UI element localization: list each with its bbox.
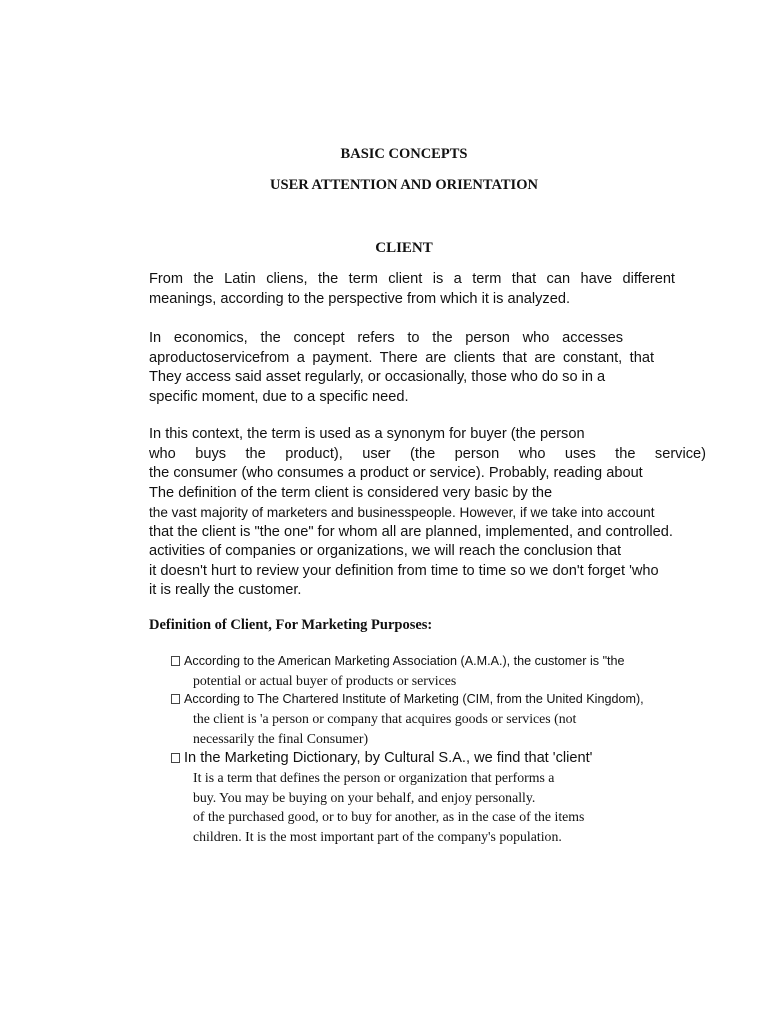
paragraph-line: that the client is "the one" for whom all are planned, implemented, and controlled.: [149, 523, 673, 540]
definition-line: It is a term that defines the person or organization that performs a: [193, 770, 555, 785]
definition-first-line: [171, 652, 651, 671]
definition-first-line-text: According to the American Marketing Association (A.M.A.), the customer is "the: [184, 654, 625, 668]
paragraph-line: aproductoservicefrom a payment. There are clients that are constant, that: [149, 349, 654, 366]
paragraph-line: The definition of the term client is considered very basic by the: [149, 484, 553, 501]
paragraph-context: [149, 425, 706, 601]
definition-item: [171, 652, 651, 691]
definition-line: necessarily the final Consumer): [193, 730, 369, 746]
paragraph-line: From the Latin cliens, the term client is a term that can have different: [149, 271, 675, 287]
bullet-icon: [171, 694, 180, 704]
bullet-icon: [171, 656, 180, 666]
paragraph-line: activities of companies or organizations, we will reach the conclusion that: [149, 543, 622, 559]
document-title: BASIC CONCEPTS: [340, 146, 468, 162]
paragraph-line: They access said asset regularly, or occasionally, those who do so in a: [149, 369, 606, 385]
definition-item: [171, 690, 651, 748]
paragraph-line: In economics, the concept refers to the person who accesses: [149, 330, 623, 346]
definition-first-line-text: In the Marketing Dictionary, by Cultural S.A., we find that 'client': [184, 750, 593, 766]
paragraph-line: it doesn't hurt to review your definition from time to time so we don't forget 'who: [149, 562, 659, 579]
definition-line: buy. You may be buying on your behalf, and enjoy personally.: [193, 789, 536, 805]
definition-heading: Definition of Client, For Marketing Purposes:: [149, 617, 433, 633]
paragraph-line: the consumer (who consumes a product or service). Probably, reading about: [149, 465, 643, 481]
definition-first-line: [171, 748, 651, 768]
definition-line: the client is 'a person or company that acquires goods or services (not: [193, 711, 577, 726]
definition-item: [171, 748, 651, 846]
paragraph-line: specific moment, due to a specific need.: [149, 388, 409, 405]
definition-first-line-text: According to The Chartered Institute of Marketing (CIM, from the United Kingdom),: [184, 692, 644, 706]
definition-line: of the purchased good, or to buy for another, as in the case of the items: [193, 809, 585, 824]
paragraph-line: it is really the customer.: [149, 582, 302, 598]
paragraph-line: meanings, according to the perspective from which it is analyzed.: [149, 290, 570, 307]
paragraph-line: the vast majority of marketers and businesspeople. However, if we take into account: [149, 505, 655, 520]
paragraph-line: In this context, the term is used as a synonym for buyer (the person: [149, 426, 585, 442]
paragraph-line: who buys the product), user (the person who uses the service): [149, 445, 706, 462]
definition-line: potential or actual buyer of products or services: [193, 673, 457, 688]
document-subtitle: USER ATTENTION AND ORIENTATION: [270, 177, 538, 193]
bullet-icon: [171, 753, 180, 763]
section-title: CLIENT: [375, 240, 433, 256]
paragraph-economics: [149, 329, 675, 407]
definition-first-line: [171, 690, 651, 709]
definition-line: children. It is the most important part of the company's population.: [193, 828, 562, 844]
paragraph-intro: [149, 270, 675, 309]
